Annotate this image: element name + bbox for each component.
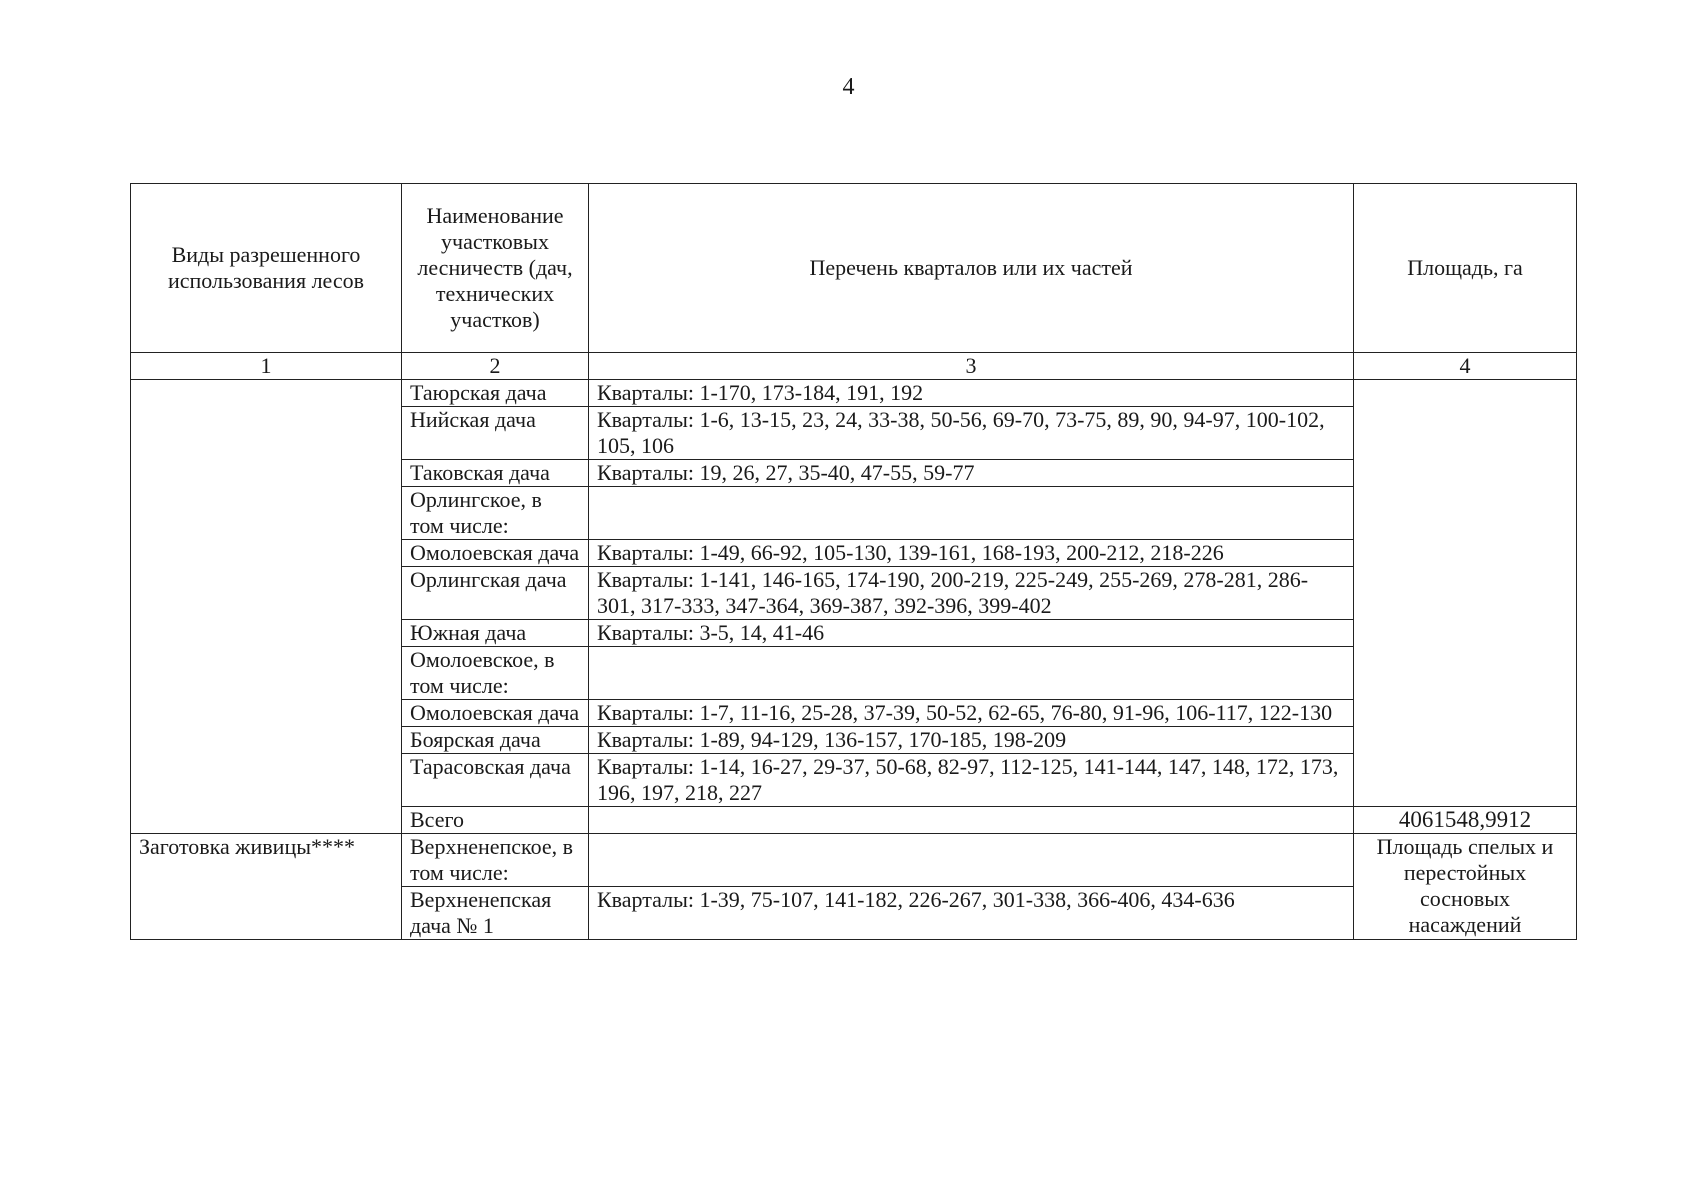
forestry-name: Тарасовская дача [402, 754, 589, 807]
quarters-list: Кварталы: 1-7, 11-16, 25-28, 37-39, 50-52, 62-65, 76-80, 91-96, 106-117, 122-130 [589, 700, 1354, 727]
quarters-list: Кварталы: 3-5, 14, 41-46 [589, 620, 1354, 647]
quarters-list [589, 834, 1354, 887]
area-cell-empty [1354, 380, 1577, 807]
forestry-name: Боярская дача [402, 727, 589, 754]
area-note: Площадь спелых и перестойных сосновых насаждений [1354, 834, 1577, 940]
forestry-name: Омолоевская дача [402, 540, 589, 567]
header-forestry-name: Наименование участковых лесничеств (дач, технических участков) [402, 184, 589, 353]
header-quarters-list: Перечень кварталов или их частей [589, 184, 1354, 353]
forestry-name: Таковская дача [402, 460, 589, 487]
total-label: Всего [402, 807, 589, 834]
column-number: 3 [589, 353, 1354, 380]
quarters-list: Кварталы: 1-14, 16-27, 29-37, 50-68, 82-97, 112-125, 141-144, 147, 148, 172, 173, 196, 197, 218, 227 [589, 754, 1354, 807]
header-use-type: Виды разрешенного использования лесов [131, 184, 402, 353]
column-number: 4 [1354, 353, 1577, 380]
forestry-name: Орлингская дача [402, 567, 589, 620]
quarters-list: Кварталы: 1-89, 94-129, 136-157, 170-185, 198-209 [589, 727, 1354, 754]
quarters-list: Кварталы: 1-170, 173-184, 191, 192 [589, 380, 1354, 407]
column-number-row [131, 353, 1577, 380]
quarters-list [589, 487, 1354, 540]
column-number: 1 [131, 353, 402, 380]
forestry-name: Орлингское, в том числе: [402, 487, 589, 540]
column-number: 2 [402, 353, 589, 380]
forest-use-table [130, 183, 1577, 940]
quarters-list: Кварталы: 1-141, 146-165, 174-190, 200-219, 225-249, 255-269, 278-281, 286-301, 317-333, 347-364, 369-387, 392-396, 399-402 [589, 567, 1354, 620]
total-area-value: 4061548,9912 [1354, 807, 1577, 834]
page-number: 4 [842, 74, 855, 100]
use-type-cell-empty [131, 380, 402, 834]
quarters-list: Кварталы: 1-39, 75-107, 141-182, 226-267, 301-338, 366-406, 434-636 [589, 887, 1354, 940]
table-header-row [131, 184, 1577, 353]
use-type-resin: Заготовка живицы**** [131, 834, 402, 940]
forestry-name: Верхненепская дача № 1 [402, 887, 589, 940]
forestry-name: Южная дача [402, 620, 589, 647]
total-list-empty [589, 807, 1354, 834]
table-row [131, 380, 1577, 407]
quarters-list: Кварталы: 19, 26, 27, 35-40, 47-55, 59-77 [589, 460, 1354, 487]
forestry-name: Таюрская дача [402, 380, 589, 407]
forestry-name: Верхненепское, в том числе: [402, 834, 589, 887]
header-area: Площадь, га [1354, 184, 1577, 353]
quarters-list [589, 647, 1354, 700]
forestry-name: Омолоевское, в том числе: [402, 647, 589, 700]
forestry-name: Омолоевская дача [402, 700, 589, 727]
forestry-name: Нийская дача [402, 407, 589, 460]
table-row [131, 834, 1577, 887]
quarters-list: Кварталы: 1-6, 13-15, 23, 24, 33-38, 50-56, 69-70, 73-75, 89, 90, 94-97, 100-102, 105, 106 [589, 407, 1354, 460]
quarters-list: Кварталы: 1-49, 66-92, 105-130, 139-161, 168-193, 200-212, 218-226 [589, 540, 1354, 567]
